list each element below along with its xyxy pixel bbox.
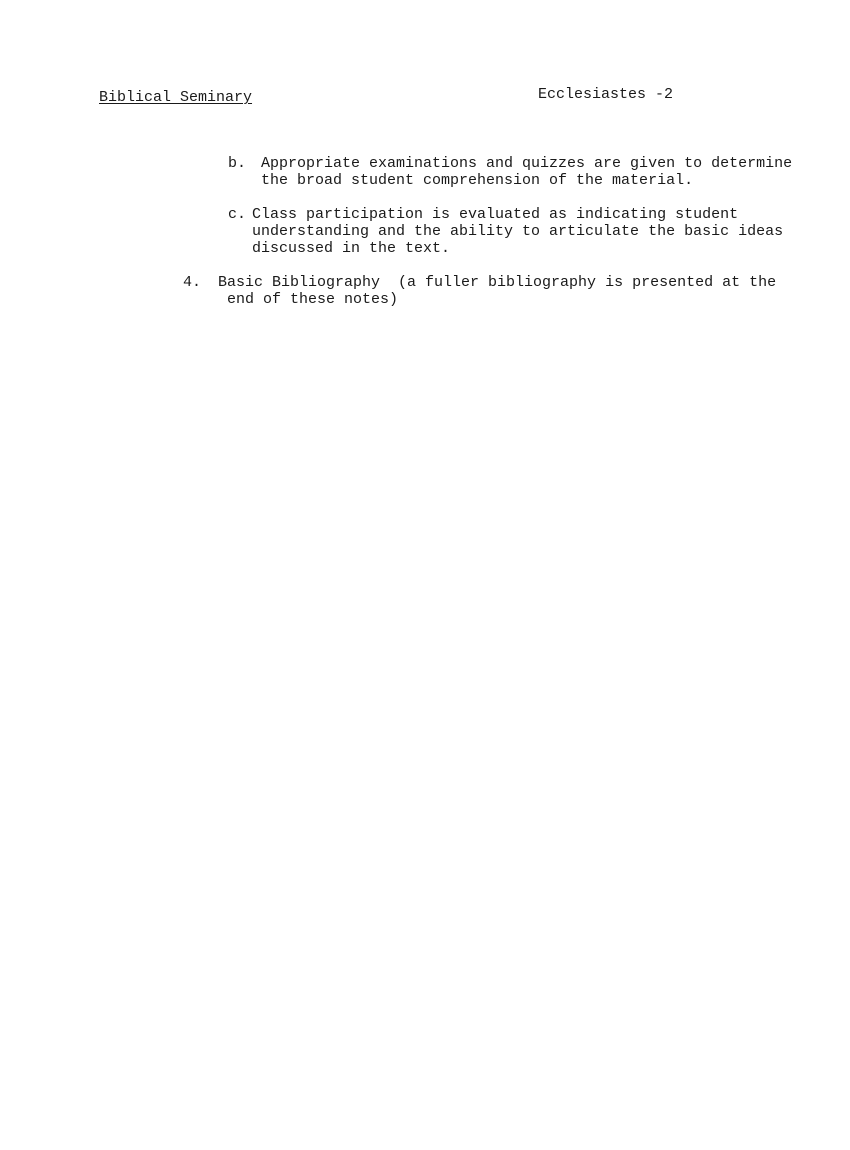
text-line: discussed in the text. <box>252 240 451 257</box>
list-marker: b. <box>228 155 247 172</box>
text-line: Appropriate examinations and quizzes are given to determine <box>261 155 793 172</box>
header-institution: Biblical Seminary <box>99 89 253 106</box>
list-item-text <box>218 274 776 308</box>
list-marker: 4. <box>183 274 202 291</box>
list-marker: c. <box>228 206 247 223</box>
text-line: end of these notes) <box>227 291 399 308</box>
text-line: Class participation is evaluated as indicating student <box>252 206 739 223</box>
text-line: understanding and the ability to articulate the basic ideas <box>252 223 784 240</box>
header-course-page: Ecclesiastes -2 <box>538 86 674 103</box>
section-note: (a fuller bibliography is presented at the <box>398 274 777 291</box>
text-line-title <box>218 274 776 291</box>
text-line: the broad student comprehension of the material. <box>261 172 694 189</box>
list-item-text <box>252 206 783 257</box>
section-title: Basic Bibliography <box>218 274 381 291</box>
list-item-text <box>261 155 792 189</box>
